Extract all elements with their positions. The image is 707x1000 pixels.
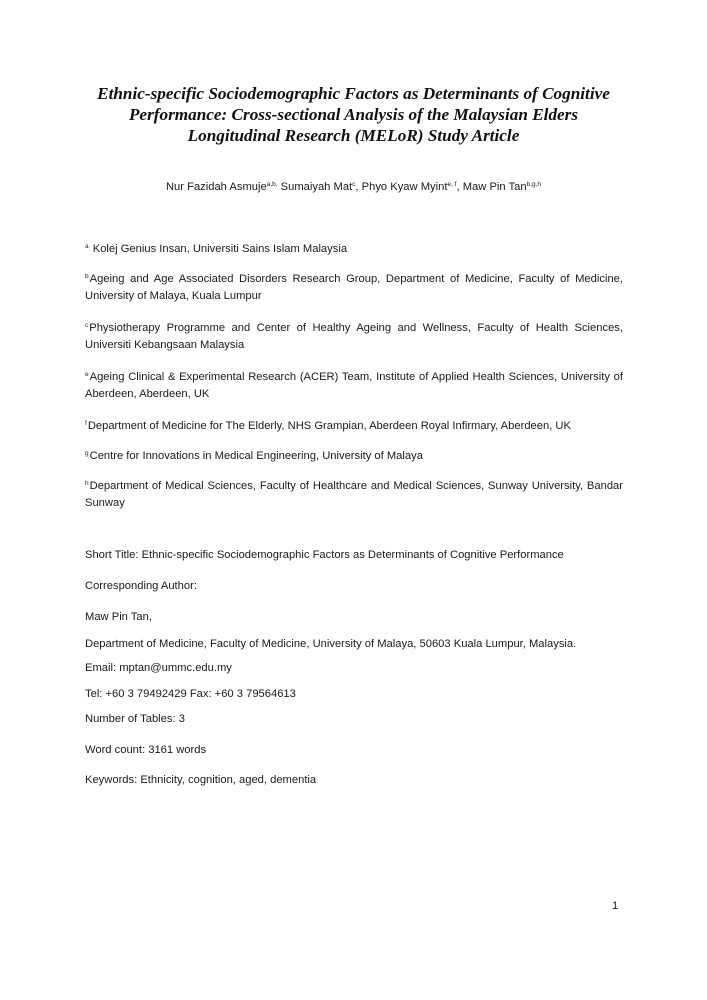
affiliation-text: Ageing and Age Associated Disorders Research Group, Department of Medicine, Faculty of Medicine, University of Malaya, Kuala Lumpur bbox=[85, 273, 623, 302]
author-affiliation-marker: e, f bbox=[447, 181, 457, 188]
affiliation-f bbox=[85, 415, 623, 435]
corresponding-author-address: Department of Medicine, Faculty of Medicine, University of Malaya, 50603 Kuala Lumpur, Malaysia. bbox=[85, 638, 577, 650]
affiliation-marker: f bbox=[85, 420, 87, 427]
affiliation-text: Physiotherapy Programme and Center of Healthy Ageing and Wellness, Faculty of Health Sciences, Universiti Kebangsaan Malaysia bbox=[85, 322, 623, 351]
author-name: Phyo Kyaw Myint bbox=[361, 181, 448, 193]
corresponding-author-email: Email: mptan@ummc.edu.my bbox=[85, 662, 232, 674]
corresponding-author-name: Maw Pin Tan, bbox=[85, 611, 152, 623]
affiliation-c bbox=[85, 317, 623, 354]
affiliation-h bbox=[85, 475, 623, 512]
affiliation-marker: e bbox=[85, 371, 89, 378]
affiliation-marker: h bbox=[85, 480, 89, 487]
page-number: 1 bbox=[612, 900, 619, 912]
affiliation-text: Centre for Innovations in Medical Engineering, University of Malaya bbox=[89, 450, 423, 462]
affiliation-text: Kolej Genius Insan, Universiti Sains Islam Malaysia bbox=[89, 243, 348, 255]
word-count: Word count: 3161 words bbox=[85, 744, 207, 756]
affiliation-e bbox=[85, 366, 623, 403]
title-line-3: Longitudinal Research (MELoR) Study Article bbox=[187, 126, 520, 145]
author-separator: , bbox=[456, 181, 463, 193]
author-name: Maw Pin Tan bbox=[462, 181, 527, 193]
author-separator: , bbox=[355, 181, 362, 193]
corresponding-author-phone: Tel: +60 3 79492429 Fax: +60 3 79564613 bbox=[85, 688, 296, 700]
title-line-1: Ethnic-specific Sociodemographic Factors as Determinants of Cognitive bbox=[97, 84, 610, 103]
affiliation-marker: b bbox=[85, 273, 89, 280]
author-list bbox=[0, 178, 707, 194]
affiliation-text: Department of Medicine for The Elderly, NHS Grampian, Aberdeen Royal Infirmary, Aberdeen, UK bbox=[87, 420, 571, 432]
affiliation-marker: c bbox=[85, 322, 89, 329]
keywords: Keywords: Ethnicity, cognition, aged, dementia bbox=[85, 774, 317, 786]
affiliation-a bbox=[85, 238, 623, 258]
affiliation-b bbox=[85, 268, 623, 305]
author-name: Sumaiyah Mat bbox=[280, 181, 353, 193]
affiliation-text: Department of Medical Sciences, Faculty of Healthcare and Medical Sciences, Sunway University, Bandar Sunway bbox=[85, 480, 623, 509]
affiliation-g bbox=[85, 445, 623, 465]
author-affiliation-marker: b,g,h bbox=[526, 181, 542, 188]
affiliation-marker: g bbox=[85, 450, 89, 457]
number-of-tables: Number of Tables: 3 bbox=[85, 713, 185, 725]
author-name: Nur Fazidah Asmuje bbox=[165, 181, 267, 193]
corresponding-author-label: Corresponding Author: bbox=[85, 580, 197, 592]
affiliation-marker: a bbox=[85, 243, 89, 250]
affiliation-text: Ageing Clinical & Experimental Research (ACER) Team, Institute of Applied Health Sciences, University of Aberdeen, Aberdeen, UK bbox=[85, 371, 623, 400]
paper-title bbox=[60, 83, 647, 146]
author-affiliation-marker: c bbox=[352, 181, 356, 188]
title-line-2: Performance: Cross-sectional Analysis of the Malaysian Elders bbox=[128, 105, 579, 124]
author-affiliation-marker: a,b, bbox=[266, 181, 278, 188]
short-title: Short Title: Ethnic-specific Sociodemographic Factors as Determinants of Cognitive Performance bbox=[85, 549, 564, 561]
